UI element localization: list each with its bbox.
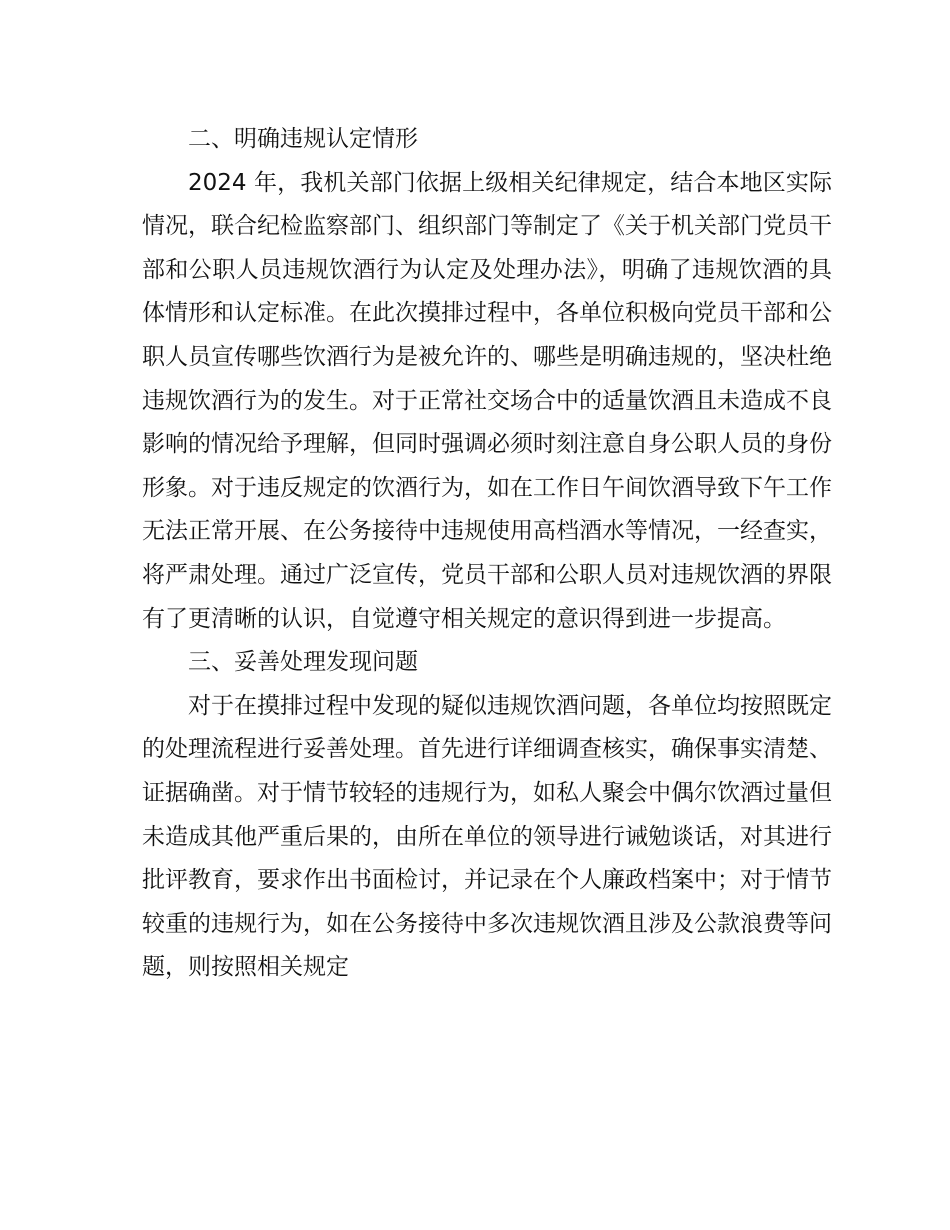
section-paragraph: 对于在摸排过程中发现的疑似违规饮酒问题，各单位均按照既定的处理流程进行妥善处理。首先进行详细调查核实，确保事实清楚、证据确凿。对于情节较轻的违规行为，如私人聚会中偶尔饮酒过量但未造成其他严重后果的，由所在单位的领导进行诫勉谈话，对其进行批评教育，要求作出书面检讨，并记录在个人廉政档案中；对于情节较重的违规行为，如在公务接待中多次违规饮酒且涉及公款浪费等问题，则按照相关规定 [142,692,832,981]
document-body [142,118,832,990]
section-heading: 二、明确违规认定情形 [188,126,418,152]
section-paragraph: 2024 年，我机关部门依据上级相关纪律规定，结合本地区实际情况，联合纪检监察部门、组织部门等制定了《关于机关部门党员干部和公职人员违规饮酒行为认定及处理办法》，明确了违规饮酒的具体情形和认定标准。在此次摸排过程中，各单位积极向党员干部和公职人员宣传哪些饮酒行为是被允许的、哪些是明确违规的，坚决杜绝违规饮酒行为的发生。对于正常社交场合中的适量饮酒且未造成不良影响的情况给予理解，但同时强调必须时刻注意自身公职人员的身份形象。对于违反规定的饮酒行为，如在工作日午间饮酒导致下午工作无法正常开展、在公务接待中违规使用高档酒水等情况，一经查实，将严肃处理。通过广泛宣传，党员干部和公职人员对违规饮酒的界限有了更清晰的认识，自觉遵守相关规定的意识得到进一步提高。 [142,169,832,632]
section-heading: 三、妥善处理发现问题 [188,649,418,676]
